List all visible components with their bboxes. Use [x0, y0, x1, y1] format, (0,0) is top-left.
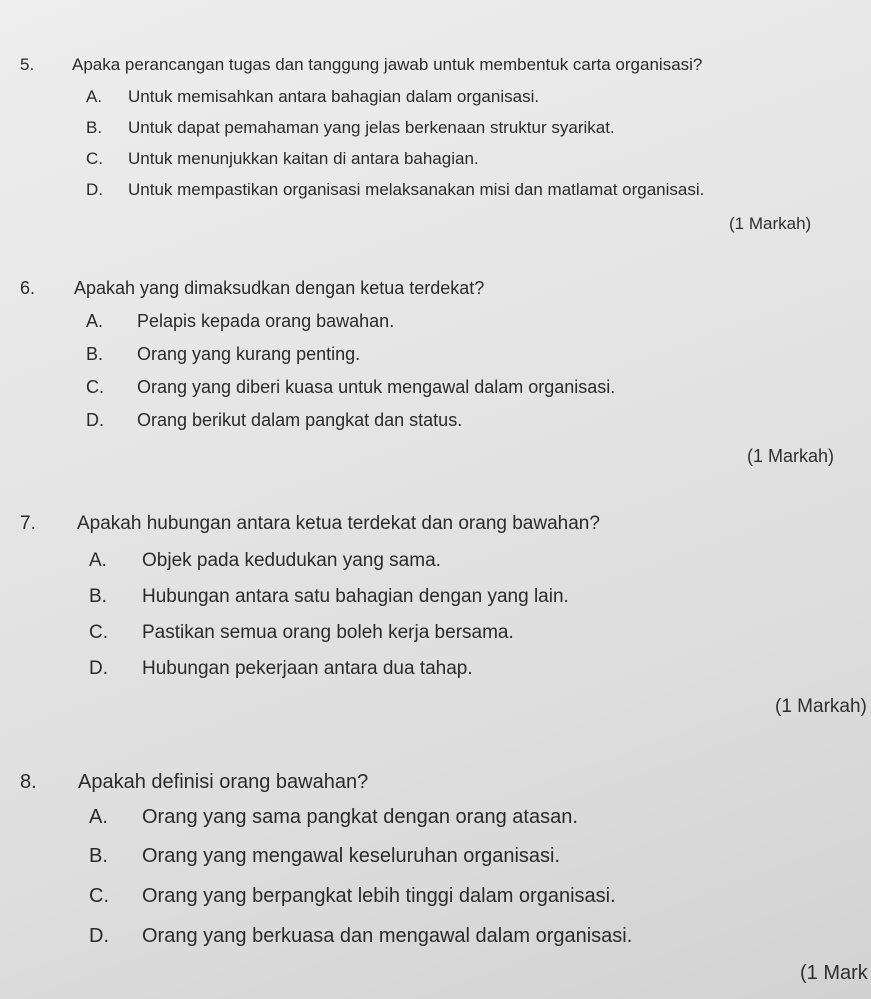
option-text-d: Untuk mempastikan organisasi melaksanakan misi dan matlamat organisasi.: [128, 180, 705, 199]
option-letter-c: C.: [86, 377, 104, 397]
option-letter-d: D.: [86, 410, 104, 430]
question-number: 7.: [20, 513, 36, 534]
option-letter-c: C.: [86, 149, 103, 168]
question-number: 6.: [20, 278, 36, 298]
question-text: Apakah hubungan antara ketua terdekat dan orang bawahan?: [77, 513, 600, 534]
option-letter-b: B.: [86, 118, 103, 137]
option-letter-d: D.: [89, 658, 108, 679]
option-letter-d: D.: [86, 180, 103, 199]
marks-label: (1 Markah): [775, 696, 867, 717]
option-text-a: Untuk memisahkan antara bahagian dalam organisasi.: [128, 87, 540, 106]
option-letter-c: C.: [89, 622, 108, 643]
option-letter-a: A.: [89, 550, 107, 571]
option-letter-a: A.: [89, 806, 108, 828]
question-number: 8.: [20, 771, 37, 793]
option-text-a: Pelapis kepada orang bawahan.: [137, 311, 395, 331]
option-text-c: Untuk menunjukkan kaitan di antara bahagian.: [128, 149, 479, 168]
option-text-b: Orang yang mengawal keseluruhan organisasi.: [142, 845, 561, 867]
option-text-d: Orang yang berkuasa dan mengawal dalam organisasi.: [142, 925, 633, 947]
option-letter-d: D.: [89, 925, 109, 947]
marks-label: (1 Markah): [747, 446, 835, 466]
question-text: Apakah definisi orang bawahan?: [78, 771, 369, 793]
option-text-a: Objek pada kedudukan yang sama.: [142, 550, 441, 571]
option-text-b: Orang yang kurang penting.: [137, 344, 361, 364]
option-text-b: Hubungan antara satu bahagian dengan yang lain.: [142, 586, 569, 607]
option-text-d: Hubungan pekerjaan antara dua tahap.: [142, 658, 473, 679]
option-letter-c: C.: [89, 885, 109, 907]
option-text-d: Orang berikut dalam pangkat dan status.: [137, 410, 463, 430]
marks-label: (1 Mark: [800, 962, 868, 984]
option-letter-b: B.: [89, 586, 107, 607]
question-number: 5.: [20, 55, 35, 74]
option-letter-a: A.: [86, 87, 103, 106]
question-text: Apakah yang dimaksudkan dengan ketua terdekat?: [74, 278, 485, 298]
option-letter-a: A.: [86, 311, 104, 331]
option-letter-b: B.: [89, 845, 108, 867]
question-text: Apaka perancangan tugas dan tanggung jawab untuk membentuk carta organisasi?: [72, 55, 703, 74]
option-letter-b: B.: [86, 344, 104, 364]
marks-label: (1 Markah): [729, 214, 812, 233]
option-text-b: Untuk dapat pemahaman yang jelas berkenaan struktur syarikat.: [128, 118, 615, 137]
option-text-c: Orang yang diberi kuasa untuk mengawal dalam organisasi.: [137, 377, 616, 397]
option-text-c: Orang yang berpangkat lebih tinggi dalam organisasi.: [142, 885, 616, 907]
option-text-a: Orang yang sama pangkat dengan orang atasan.: [142, 806, 578, 828]
option-text-c: Pastikan semua orang boleh kerja bersama.: [142, 622, 514, 643]
